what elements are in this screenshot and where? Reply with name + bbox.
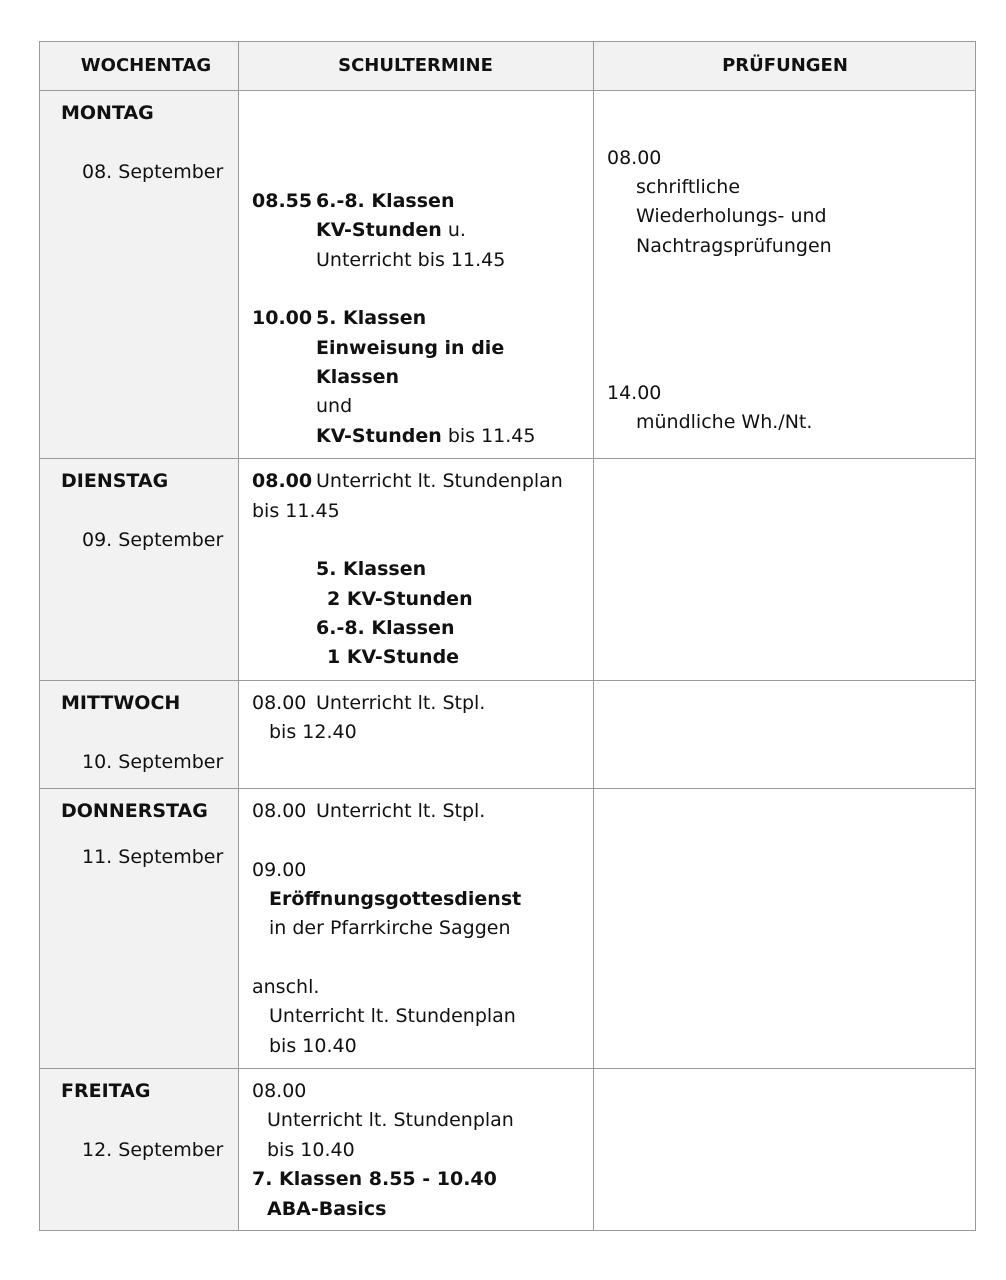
day-name-montag: MONTAG	[61, 102, 154, 124]
entry-text: Unterricht lt. Stundenplan	[316, 470, 563, 492]
event-title: Eröffnungsgottesdienst	[269, 888, 522, 910]
day-date-mittwoch: 10. September	[82, 751, 224, 773]
exam-text: schriftliche	[636, 176, 741, 198]
entry-text: Unterricht lt. Stpl.	[316, 692, 486, 714]
exam-text: Wiederholungs- und	[636, 205, 827, 227]
day-name-freitag: FREITAG	[61, 1080, 151, 1102]
day-name-dienstag: DIENSTAG	[61, 470, 169, 492]
class-label: 6.-8. Klassen	[316, 190, 455, 212]
time-label: 08.00	[252, 1080, 307, 1102]
entry-text: Unterricht lt. Stundenplan	[267, 1109, 514, 1131]
day-name-donnerstag: DONNERSTAG	[61, 800, 208, 822]
class-label: 6.-8. Klassen	[316, 617, 455, 639]
time-label: 08.00	[252, 470, 313, 492]
kv-stunden-label: 1 KV-Stunde	[327, 646, 460, 668]
time-label: 08.00	[252, 800, 307, 822]
row-divider	[40, 90, 975, 91]
class-label: 5. Klassen	[316, 307, 427, 329]
column-divider	[593, 42, 594, 1230]
row-divider	[40, 458, 975, 459]
entry-text: bis 10.40	[269, 1035, 357, 1057]
entry-text: Klassen	[316, 366, 400, 388]
time-label: 10.00	[252, 307, 313, 329]
entry-text: u.	[447, 219, 466, 241]
time-label: 09.00	[252, 859, 307, 881]
kv-stunden-label: 2 KV-Stunden	[327, 588, 473, 610]
entry-text: anschl.	[252, 976, 320, 998]
row-divider	[40, 788, 975, 789]
column-divider	[238, 42, 239, 1230]
entry-text: Einweisung in die	[316, 337, 505, 359]
event-title: ABA-Basics	[267, 1198, 387, 1220]
kv-stunden-label: KV-Stunden	[316, 219, 442, 241]
entry-text: Unterricht lt. Stpl.	[316, 800, 486, 822]
class-label: 7. Klassen 8.55 - 10.40	[252, 1168, 497, 1190]
time-label: 08.00	[252, 692, 307, 714]
entry-line	[316, 422, 535, 451]
exam-text: mündliche Wh./Nt.	[636, 411, 813, 433]
class-label: 5. Klassen	[316, 558, 427, 580]
entry-text: bis 11.45	[252, 500, 340, 522]
entry-line	[316, 216, 466, 245]
entry-text: bis 11.45	[447, 425, 536, 447]
schedule-table	[39, 41, 976, 1231]
row-divider	[40, 1068, 975, 1069]
day-date-freitag: 12. September	[82, 1139, 224, 1161]
header-wochentag: WOCHENTAG	[80, 55, 212, 76]
row-divider	[40, 680, 975, 681]
entry-text: und	[316, 395, 353, 417]
day-date-dienstag: 09. September	[82, 529, 224, 551]
exam-time: 08.00	[607, 147, 662, 169]
day-date-donnerstag: 11. September	[82, 846, 224, 868]
header-pruefungen: PRÜFUNGEN	[722, 55, 848, 76]
exam-time: 14.00	[607, 382, 662, 404]
time-label: 08.55	[252, 190, 313, 212]
day-date-montag: 08. September	[82, 161, 224, 183]
day-name-mittwoch: MITTWOCH	[61, 692, 181, 714]
entry-text: bis 12.40	[269, 721, 357, 743]
entry-text: bis 10.40	[267, 1139, 355, 1161]
exam-text: Nachtragsprüfungen	[636, 235, 832, 257]
kv-stunden-label: KV-Stunden	[316, 425, 442, 447]
header-schultermine: SCHULTERMINE	[338, 55, 493, 76]
weekday-column-background	[40, 42, 238, 1230]
entry-text: Unterricht bis 11.45	[316, 249, 506, 271]
entry-text: in der Pfarrkirche Saggen	[269, 917, 511, 939]
entry-text: Unterricht lt. Stundenplan	[269, 1005, 516, 1027]
